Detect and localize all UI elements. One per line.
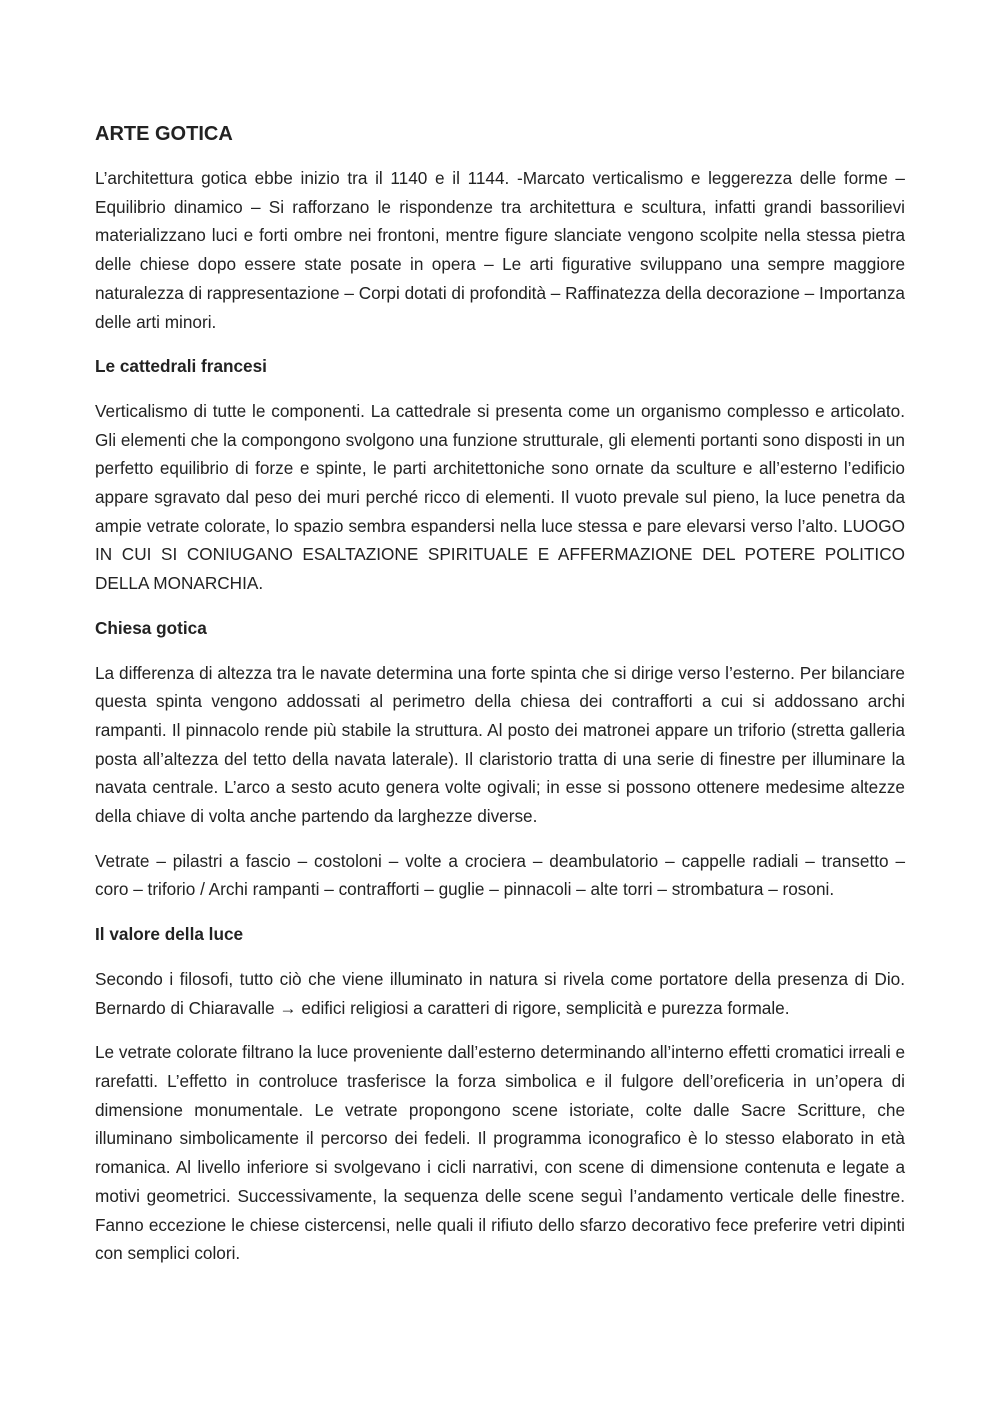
paragraph-chiesa-2: Vetrate – pilastri a fascio – costoloni – volte a crociera – deambulatorio – cappelle radiali – transetto – coro – triforio / Archi rampanti – contrafforti – guglie – pinnacoli – alte torri – strombatura – rosoni. (95, 850, 905, 900)
section-heading-luce: Il valore della luce (95, 924, 244, 945)
paragraph-cattedrali: Verticalismo di tutte le componenti. La cattedrale si presenta come un organismo complesso e articolato. Gli elementi che la compongono svolgono una funzione strutturale, gli elementi portanti sono disposti in un perfetto equilibrio di forze e spinte, le parti architettoniche sono ornate da sculture e all’esterno l’edificio appare sgravato dal peso dei muri perché ricco di elementi. Il vuoto prevale sul pieno, la luce penetra da ampie vetrate colorate, lo spazio sembra espandersi nella luce stessa e pare elevarsi verso l’alto. LUOGO IN CUI SI CONIUGANO ESALTAZIONE SPIRITUALE E AFFERMAZIONE DEL POTERE POLITICO DELLA MONARCHIA. (95, 400, 905, 594)
paragraph-luce-2: Le vetrate colorate filtrano la luce proveniente dall’esterno determinando all’interno effetti cromatici irreali e rarefatti. L’effetto in controluce trasferisce la forza simbolica e il fulgore dell’oreficeria in un’opera di dimensione monumentale. Le vetrate propongono scene istoriate, colte dalle Sacre Scritture, che illuminano simbolicamente il percorso dei fedeli. Il programma iconografico è lo stesso elaborato in età romanica. Al livello inferiore si svolgevano i cicli narrativi, con scene di dimensione contenuta e legate a motivi geometrici. Successivamente, la sequenza delle scene seguì l’andamento verticale delle finestre. Fanno eccezione le chiese cistercensi, nelle quali il rifiuto dello sfarzo decorativo fece preferire vetri dipinti con semplici colori. (95, 1042, 905, 1264)
paragraph-chiesa-1: La differenza di altezza tra le navate determina una forte spinta che si dirige verso l’esterno. Per bilanciare questa spinta vengono addossati al perimetro della chiesa dei contrafforti a cui si addossano archi rampanti. Il pinnacolo rende più stabile la struttura. Al posto dei matronei appare un triforio (stretta galleria posta all’altezza del tetto della navata laterale). Il claristorio tratta di una serie di finestre per illuminare la navata centrale. L’arco a sesto acuto genera volte ogivali; in esse si possono ottenere medesime altezze della chiave di volta anche partendo da larghezze diverse. (95, 662, 905, 827)
paragraph-luce-1: Secondo i filosofi, tutto ciò che viene illuminato in natura si rivela come portatore della presenza di Dio. Bernardo di Chiaravalle → edifici religiosi a caratteri di rigore, semplicità e purezza formale. (95, 968, 905, 1018)
intro-paragraph: L’architettura gotica ebbe inizio tra il 1140 e il 1144. -Marcato verticalismo e leggerezza delle forme – Equilibrio dinamico – Si rafforzano le rispondenze tra architettura e scultura, infatti grandi bassorilievi materializzano luci e forti ombre nei frontoni, mentre figure slanciate vengono scolpite nella stessa pietra delle chiese dopo essere state posate in opera – Le arti figurative sviluppano una sempre maggiore naturalezza di rappresentazione – Corpi dotati di profondità – Raffinatezza della decorazione – Importanza delle arti minori. (95, 168, 905, 332)
document-page (95, 120, 905, 1284)
document-title: ARTE GOTICA (95, 123, 233, 145)
section-heading-cattedrali: Le cattedrali francesi (95, 356, 267, 377)
section-heading-chiesa: Chiesa gotica (95, 617, 207, 638)
